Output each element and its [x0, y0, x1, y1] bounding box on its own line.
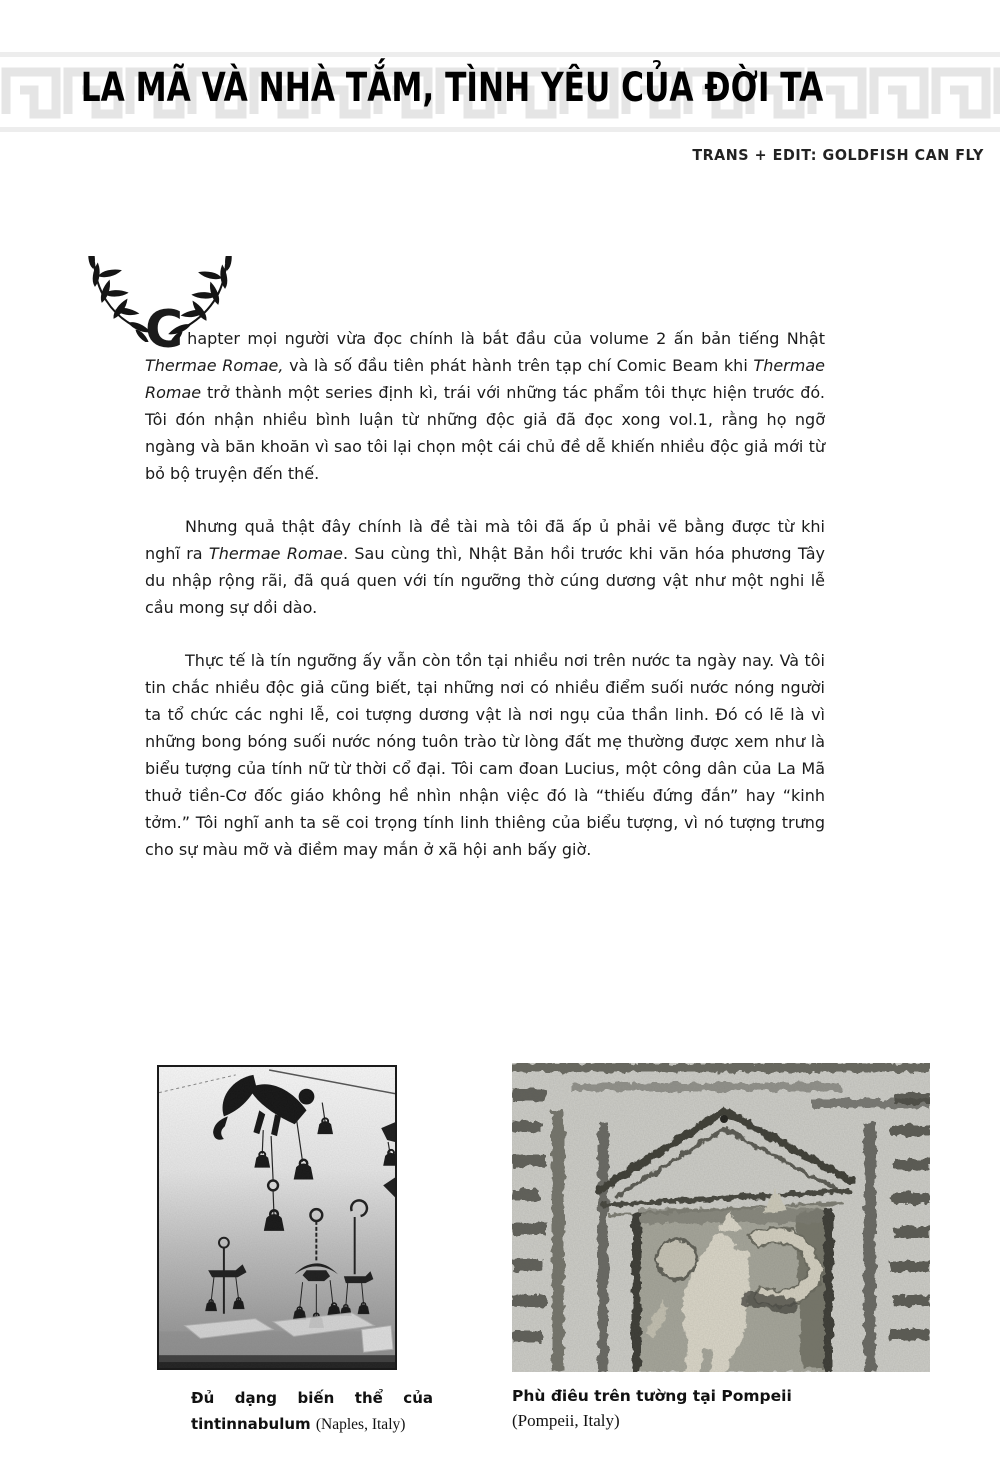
caption-right-bold: Phù điêu trên tường tại Pompeii	[512, 1387, 792, 1405]
translator-credit: TRANS + EDIT: GOLDFISH CAN FLY	[692, 146, 984, 164]
body-paragraph-2: Nhưng quả thật đây chính là đề tài mà tôi đã ấp ủ phải vẽ bằng được từ khi nghĩ ra Thermae Romae. Sau cùng thì, Nhật Bản hồi trước khi văn hóa phương Tây du nhập rộng rãi, đã quá quen với tín ngưỡng thờ cúng dương vật như một nghi lễ cầu mong sự dồi dào.	[145, 517, 826, 617]
drop-cap: C	[145, 300, 185, 360]
page-title: LA MÃ VÀ NHÀ TẮM, TÌNH YÊU CỦA ĐỜI TA	[80, 65, 824, 111]
body-paragraph-1: Chapter mọi người vừa đọc chính là bắt đầu của volume 2 ấn bản tiếng Nhật Thermae Romae, và là số đầu tiên phát hành trên tạp chí Comic Beam khi Thermae Romae trở thành một series định kì, trái với những tác phẩm tôi thực hiện trước đó. Tôi đón nhận nhiều bình luận từ những độc giả đã đọc xong vol.1, rằng họ ngỡ ngàng và băn khoăn vì sao tôi lại chọn một cái chủ đề dễ khiến nhiều độc giả mới từ bỏ bộ truyện đến thế.	[145, 300, 825, 483]
figure-caption-right	[512, 1384, 930, 1434]
caption-right-serif: (Pompeii, Italy)	[512, 1411, 620, 1430]
figure-pompeii-relief	[512, 1063, 930, 1434]
figure-tintinnabulum	[157, 1065, 433, 1438]
article-text	[145, 300, 826, 889]
caption-left-serif: (Naples, Italy)	[315, 1416, 406, 1433]
tintinnabulum-photo	[157, 1065, 397, 1370]
figure-caption-left	[191, 1385, 433, 1438]
body-paragraph-3: Thực tế là tín ngưỡng ấy vẫn còn tồn tại nhiều nơi trên nước ta ngày nay. Và tôi tin chắc nhiều độc giả cũng biết, tại những nơi có nhiều điểm suối nước nóng người ta tổ chức các nghi lễ, coi tượng dương vật là nơi ngụ của thần linh. Đó có lẽ là vì những bong bóng suối nước nóng tuôn trào từ lòng đất mẹ thường được xem như là biểu tượng của tính nữ từ thời cổ đại. Tôi cam đoan Lucius, một công dân của La Mã thuở tiền-Cơ đốc giáo không hề nhìn nhận việc đó là “thiếu đứng đắn” hay “kinh tởm.” Tôi nghĩ anh ta sẽ coi trọng tính linh thiêng của biểu tượng, vì nó tượng trưng cho sự màu mỡ và điềm may mắn ở xã hội anh bấy giờ.	[145, 651, 825, 859]
pompeii-relief-photo	[512, 1063, 930, 1372]
caption-left-bold: Đủ dạng biến thể của tintinnabulum	[191, 1389, 433, 1433]
